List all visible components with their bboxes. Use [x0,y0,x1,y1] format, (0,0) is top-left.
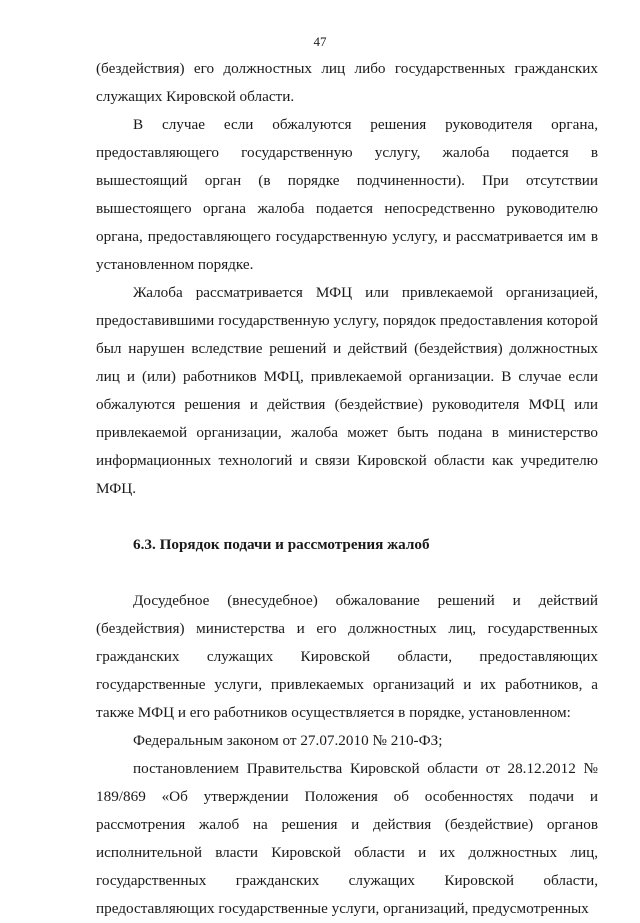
body-text [96,55,598,923]
section-spacer [96,559,598,587]
paragraph-continuation: (бездействия) его должностных лиц либо государственных гражданских служащих Кировской области. [96,60,598,105]
paragraph-mfc-complaint: Жалоба рассматривается МФЦ или привлекаемой организацией, предоставившими государственную услугу, порядок предоставления которой был нарушен вследствие решений и действий (бездействия) должностных лиц и (или) работников МФЦ, привлекаемой организации. В случае если обжалуются решения и действия (бездействие) руководителя МФЦ или привлекаемой организации, жалоба может быть подана в министерство информационных технологий и связи Кировской области как учредителю МФЦ. [96,284,598,497]
section-spacer [96,503,598,531]
paragraph-appeal-higher-body: В случае если обжалуются решения руководителя органа, предоставляющего государственную услугу, жалоба подается в вышестоящий орган (в порядке подчиненности). При отсутствии вышестоящего органа жалоба подается непосредственно руководителю органа, предоставляющего государственную услугу, и рассматривается им в установленном порядке. [96,116,598,273]
paragraph-government-decree: постановлением Правительства Кировской области от 28.12.2012 № 189/869 «Об утверждении Положения об особенностях подачи и рассмотрения жалоб на решения и действия (бездействие) органов исполнительной власти Кировской области и их должностных лиц, государственных гражданских служащих Кировской области, предоставляющих государственные услуги, организаций, предусмотренных [96,760,598,917]
page-number: 47 [313,34,327,49]
section-title: 6.3. Порядок подачи и рассмотрения жалоб [133,536,430,553]
paragraph-pretrial-appeal: Досудебное (внесудебное) обжалование решений и действий (бездействия) министерства и его должностных лиц, государственных гражданских служащих Кировской области, предоставляющих государственные услуги, привлекаемых организаций и их работников, а также МФЦ и его работников осуществляется в порядке, установленном: [96,592,598,721]
paragraph-federal-law: Федеральным законом от 27.07.2010 № 210-ФЗ; [133,732,443,749]
